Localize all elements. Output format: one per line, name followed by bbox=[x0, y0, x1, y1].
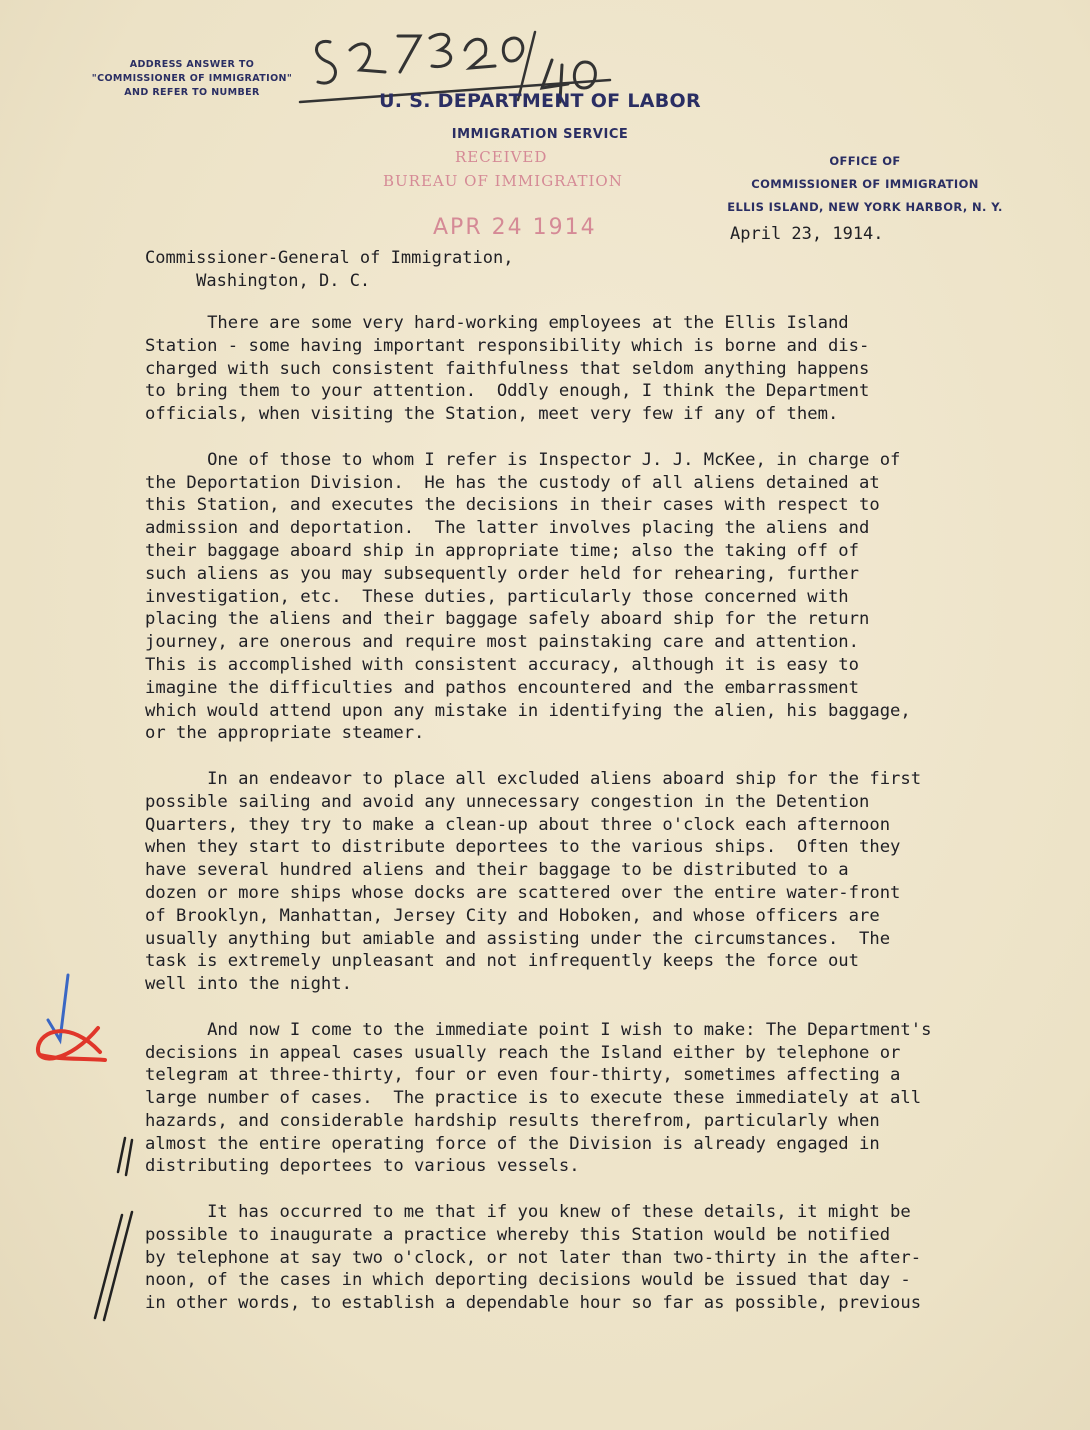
text-line: dozen or more ships whose docks are scattered over the entire water-front bbox=[145, 882, 901, 903]
text-line: journey, are onerous and require most painstaking care and attention. bbox=[145, 632, 859, 653]
text-line: or the appropriate steamer. bbox=[145, 723, 425, 744]
pencil-margin-bars-icon bbox=[95, 1212, 132, 1320]
text-line: of Brooklyn, Manhattan, Jersey City and Hoboken, and whose officers are bbox=[145, 905, 880, 926]
paragraph bbox=[145, 1201, 1025, 1315]
paragraph bbox=[145, 1019, 1025, 1179]
text-line: noon, of the cases in which deporting decisions would be issued that day - bbox=[145, 1270, 911, 1291]
text-line: In an endeavor to place all excluded aliens aboard ship for the first bbox=[145, 768, 922, 789]
text-line: the Deportation Division. He has the custody of all aliens detained at bbox=[145, 472, 880, 493]
office-line: OFFICE OF bbox=[829, 154, 901, 168]
service-heading: IMMIGRATION SERVICE bbox=[451, 127, 629, 142]
text-line: placing the aliens and their baggage safely aboard ship for the return bbox=[145, 609, 870, 630]
text-line: to bring them to your attention. Oddly enough, I think the Department bbox=[145, 381, 870, 402]
paragraph bbox=[145, 312, 1025, 426]
text-line: This is accomplished with consistent accuracy, although it is easy to bbox=[145, 654, 859, 675]
office-address bbox=[700, 150, 1030, 219]
blue-check-icon bbox=[48, 975, 68, 1040]
text-line: charged with such consistent faithfulness that seldom anything happens bbox=[145, 358, 870, 379]
red-margin-mark-icon bbox=[38, 1028, 105, 1060]
text-line: hazards, and considerable hardship results therefrom, particularly when bbox=[145, 1110, 880, 1131]
text-line: task is extremely unpleasant and not infrequently keeps the force out bbox=[145, 951, 859, 972]
text-line: usually anything but amiable and assisting under the circumstances. The bbox=[145, 928, 891, 949]
text-line: distributing deportees to various vessels. bbox=[145, 1156, 580, 1177]
text-line: have several hundred aliens and their baggage to be distributed to a bbox=[145, 860, 849, 881]
text-line: such aliens as you may subsequently order held for rehearing, further bbox=[145, 563, 859, 584]
address-line: AND REFER TO NUMBER bbox=[124, 87, 260, 98]
text-line: in other words, to establish a dependable hour so far as possible, previous bbox=[145, 1293, 922, 1314]
text-line: well into the night. bbox=[145, 974, 352, 995]
text-line: by telephone at say two o'clock, or not later than two-thirty in the after- bbox=[145, 1247, 922, 1268]
paragraph bbox=[145, 449, 1025, 745]
text-line: possible sailing and avoid any unnecessary congestion in the Detention bbox=[145, 791, 870, 812]
text-line: admission and deportation. The latter involves placing the aliens and bbox=[145, 518, 870, 539]
paragraph bbox=[145, 768, 1025, 996]
text-line: Station - some having important responsibility which is borne and dis- bbox=[145, 335, 870, 356]
text-line: It has occurred to me that if you knew of these details, it might be bbox=[145, 1202, 911, 1223]
text-line: almost the entire operating force of the Division is already engaged in bbox=[145, 1133, 880, 1154]
text-line: which would attend upon any mistake in identifying the alien, his baggage, bbox=[145, 700, 911, 721]
address-instructions bbox=[62, 58, 322, 100]
text-line: this Station, and executes the decisions in their cases with respect to bbox=[145, 495, 880, 516]
text-line: One of those to whom I refer is Inspector J. J. McKee, in charge of bbox=[145, 449, 901, 470]
text-line: telegram at three-thirty, four or even four-thirty, sometimes affecting a bbox=[145, 1065, 901, 1086]
received-stamp-date: APR 24 1914 bbox=[433, 215, 597, 240]
department-heading: U. S. DEPARTMENT OF LABOR bbox=[379, 90, 701, 112]
text-line: large number of cases. The practice is to execute these immediately at all bbox=[145, 1088, 922, 1109]
recipient-line: Washington, D. C. bbox=[145, 271, 371, 291]
text-line: their baggage aboard ship in appropriate time; also the taking off of bbox=[145, 540, 859, 561]
letter-date: April 23, 1914. bbox=[730, 224, 884, 244]
address-line: ADDRESS ANSWER TO bbox=[129, 59, 255, 70]
text-line: investigation, etc. These duties, particularly those concerned with bbox=[145, 586, 849, 607]
letter-body bbox=[145, 312, 1025, 1338]
pencil-margin-mark-icon bbox=[118, 1138, 132, 1175]
office-line: COMMISSIONER OF IMMIGRATION bbox=[751, 177, 979, 191]
text-line: decisions in appeal cases usually reach the Island either by telephone or bbox=[145, 1042, 901, 1063]
recipient-block bbox=[145, 247, 513, 293]
office-line: ELLIS ISLAND, NEW YORK HARBOR, N. Y. bbox=[727, 200, 1003, 214]
text-line: possible to inaugurate a practice whereby this Station would be notified bbox=[145, 1224, 891, 1245]
text-line: There are some very hard-working employees at the Ellis Island bbox=[145, 313, 849, 333]
text-line: imagine the difficulties and pathos encountered and the embarrassment bbox=[145, 677, 859, 698]
text-line: officials, when visiting the Station, meet very few if any of them. bbox=[145, 404, 839, 425]
address-line: "COMMISSIONER OF IMMIGRATION" bbox=[91, 73, 293, 84]
received-stamp-bureau: BUREAU OF IMMIGRATION bbox=[383, 172, 623, 190]
recipient-line: Commissioner-General of Immigration, bbox=[145, 248, 514, 268]
text-line: Quarters, they try to make a clean-up about three o'clock each afternoon bbox=[145, 814, 891, 835]
received-stamp-line: RECEIVED bbox=[455, 148, 548, 166]
text-line: when they start to distribute deportees to the various ships. Often they bbox=[145, 837, 901, 858]
text-line: And now I come to the immediate point I wish to make: The Department's bbox=[145, 1019, 932, 1040]
